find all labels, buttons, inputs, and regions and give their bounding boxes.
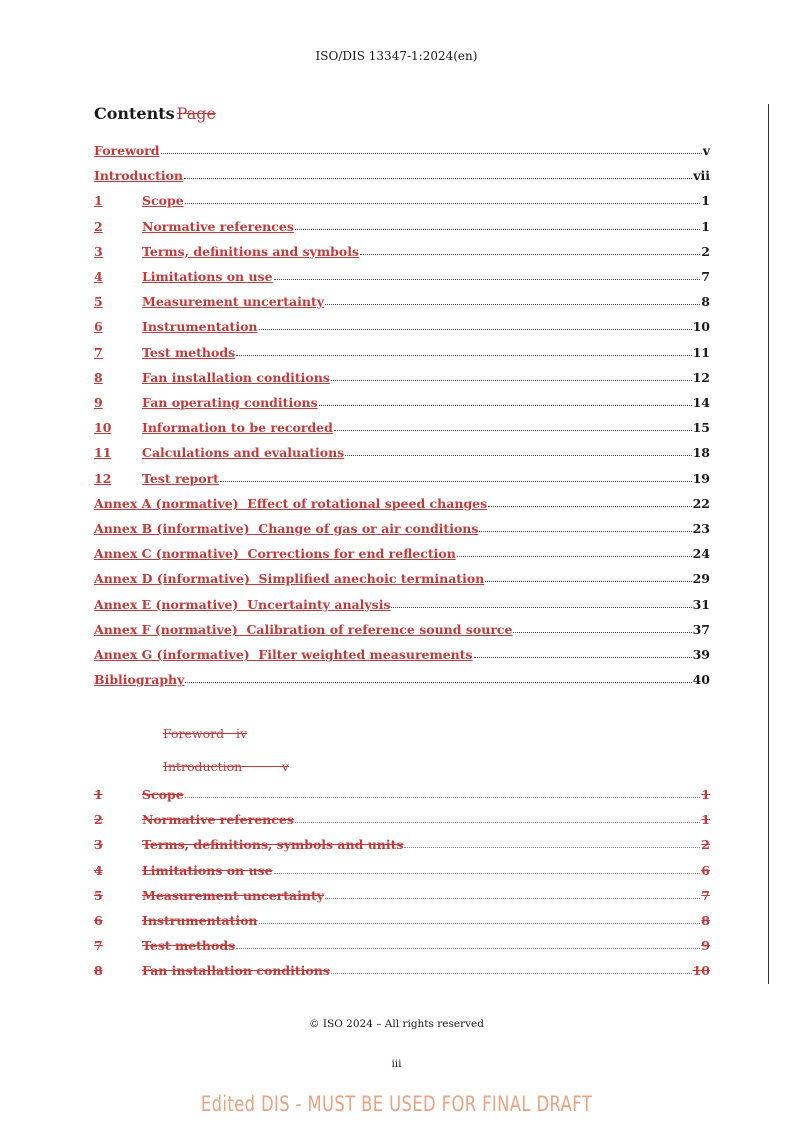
toc-leader-dots xyxy=(274,873,701,874)
toc-entry-number: 12 xyxy=(94,470,112,486)
toc-entry-label: Normative references xyxy=(142,218,294,234)
toc-entry-number: 5 xyxy=(94,294,103,310)
toc-entry-number: 6 xyxy=(94,319,103,335)
toc-entry-label: Test methods xyxy=(142,938,236,954)
toc-leader-dots xyxy=(295,229,700,230)
toc-entry-page: 40 xyxy=(692,672,710,688)
toc-entry-label: Annex D (informative) Simplified anechoic termination xyxy=(94,571,485,587)
toc-leader-dots xyxy=(391,607,691,608)
toc-entry-label: Limitations on use xyxy=(142,862,273,878)
toc-entry[interactable] xyxy=(94,543,710,561)
toc-entry-label: Fan installation conditions xyxy=(142,963,330,979)
toc-entry-label: Bibliography xyxy=(94,672,185,688)
toc-entry-page: 23 xyxy=(692,521,710,536)
toc-leader-dots xyxy=(295,822,700,823)
toc-entry-label: Annex B (informative) Change of gas or air conditions xyxy=(94,521,479,536)
toc-entry-number: 9 xyxy=(94,395,103,410)
toc-entry-label: Information to be recorded xyxy=(142,420,333,436)
toc-entry xyxy=(94,860,710,878)
page-number: iii xyxy=(391,1058,402,1070)
toc-entry-label: Introduction xyxy=(94,168,184,184)
toc-leader-dots xyxy=(274,279,701,280)
toc-entry[interactable] xyxy=(94,342,710,360)
toc-entry[interactable] xyxy=(94,367,710,385)
toc-leader-dots xyxy=(185,203,701,204)
toc-entry[interactable] xyxy=(94,140,710,158)
toc-entry-number: 7 xyxy=(94,344,103,360)
page-heading-deleted: Page xyxy=(176,104,216,123)
toc-entry-page: 39 xyxy=(692,647,710,662)
old-toc-front-entry xyxy=(163,759,289,774)
toc-entry-number: 8 xyxy=(94,963,103,979)
toc-entry-label: Normative references xyxy=(142,812,294,828)
toc-entry-page: 19 xyxy=(692,470,710,486)
toc-entry[interactable] xyxy=(94,392,710,410)
toc-entry-label: Annex A (normative) Effect of rotational speed changes xyxy=(94,495,488,511)
toc-entry xyxy=(94,935,710,953)
toc-entry-number: 4 xyxy=(94,269,103,284)
toc-entry-page: 31 xyxy=(692,596,710,612)
toc-leader-dots xyxy=(331,973,692,974)
toc-entry[interactable] xyxy=(94,619,710,637)
toc-entry-page: 15 xyxy=(692,420,710,436)
toc-entry-page: 8 xyxy=(701,913,710,928)
toc-entry[interactable] xyxy=(94,165,710,183)
toc-entry-page: 8 xyxy=(701,294,710,310)
toc-leader-dots xyxy=(488,506,691,507)
toc-entry[interactable] xyxy=(94,669,710,687)
toc-entry-page: 7 xyxy=(701,269,710,284)
toc-entry-page: 10 xyxy=(692,963,710,979)
toc-entry-number: 10 xyxy=(94,420,112,436)
toc-entry-label: Terms, definitions, symbols and units xyxy=(142,837,404,853)
toc-leader-dots xyxy=(479,531,691,532)
copyright-footer: © ISO 2024 – All rights reserved xyxy=(309,1018,484,1030)
toc-entry-label: Annex E (normative) Uncertainty analysis xyxy=(94,596,391,612)
toc-leader-dots xyxy=(457,556,692,557)
toc-leader-dots xyxy=(325,304,700,305)
toc-entry-label: Instrumentation xyxy=(142,319,258,335)
toc-leader-dots xyxy=(184,178,692,179)
toc-entry-label: Terms, definitions and symbols xyxy=(142,243,359,259)
toc-entry-label: Scope xyxy=(142,193,184,209)
old-toc-front-entry xyxy=(163,726,247,741)
toc-entry[interactable] xyxy=(94,644,710,662)
toc-entry-page: 1 xyxy=(701,218,710,234)
old-toc-front-page: iv xyxy=(236,726,248,741)
toc-leader-dots xyxy=(331,380,692,381)
toc-leader-dots xyxy=(185,682,691,683)
toc-entry-page: 29 xyxy=(692,571,710,587)
toc-leader-dots xyxy=(259,923,701,924)
toc-leader-dots xyxy=(259,329,692,330)
toc-leader-dots xyxy=(220,481,692,482)
old-toc-front-label: Introduction xyxy=(163,759,243,774)
toc-entry-label: Annex F (normative) Calibration of reference sound source xyxy=(94,621,513,637)
toc-entry xyxy=(94,910,710,928)
toc-entry-label: Annex C (normative) Corrections for end reflection xyxy=(94,546,456,562)
toc-entry-page: 22 xyxy=(692,495,710,511)
document-header: ISO/DIS 13347-1:2024(en) xyxy=(315,49,478,63)
toc-entry-label: Test report xyxy=(142,470,219,486)
toc-entry-label: Annex G (informative) Filter weighted measurements xyxy=(94,647,473,662)
toc-entry xyxy=(94,834,710,852)
toc-entry-page: 24 xyxy=(692,546,710,562)
toc-entry-page: v xyxy=(702,143,710,158)
toc-entry-label: Foreword xyxy=(94,143,160,158)
toc-entry-number: 8 xyxy=(94,369,103,385)
toc-leader-dots xyxy=(485,581,691,582)
toc-entry-page: 2 xyxy=(701,837,710,853)
toc-entry-page: 12 xyxy=(692,369,710,385)
toc-entry xyxy=(94,885,710,903)
toc-entry-page: 10 xyxy=(692,319,710,335)
toc-entry[interactable] xyxy=(94,594,710,612)
toc-leader-dots xyxy=(360,254,700,255)
toc-entry-page: 7 xyxy=(701,887,710,903)
toc-entry-page: 18 xyxy=(692,445,710,461)
toc-entry-number: 2 xyxy=(94,218,103,234)
toc-entry-page: 11 xyxy=(692,344,710,360)
toc-entry-number: 4 xyxy=(94,862,103,878)
toc-entry-page: vii xyxy=(693,168,710,184)
toc-entry-label: Test methods xyxy=(142,344,236,360)
toc-leader-dots xyxy=(345,455,691,456)
toc-entry[interactable] xyxy=(94,216,710,234)
toc-entry[interactable] xyxy=(94,316,710,334)
toc-entry[interactable] xyxy=(94,493,710,511)
toc-entry[interactable] xyxy=(94,442,710,460)
toc-entry-label: Fan installation conditions xyxy=(142,369,330,385)
toc-leader-dots xyxy=(185,797,701,798)
toc-entry-label: Measurement uncertainty xyxy=(142,887,325,903)
toc-leader-dots xyxy=(325,898,700,899)
draft-watermark: Edited DIS - MUST BE USED FOR FINAL DRAFT xyxy=(200,1092,593,1116)
toc-entry xyxy=(94,809,710,827)
toc-entry-label: Measurement uncertainty xyxy=(142,294,325,310)
toc-entry[interactable] xyxy=(94,241,710,259)
toc-entry-label: Limitations on use xyxy=(142,269,273,284)
toc-entry-number: 2 xyxy=(94,812,103,828)
toc-entry-number: 3 xyxy=(94,243,103,259)
toc-entry-label: Fan operating conditions xyxy=(142,395,318,410)
toc-entry-page: 1 xyxy=(701,193,710,209)
toc-leader-dots xyxy=(513,632,691,633)
toc-leader-dots xyxy=(161,153,702,154)
toc-entry[interactable] xyxy=(94,468,710,486)
toc-entry-number: 1 xyxy=(94,787,103,802)
toc-entry xyxy=(94,784,710,802)
toc-entry[interactable] xyxy=(94,417,710,435)
toc-entry-page: 6 xyxy=(701,862,710,878)
toc-leader-dots xyxy=(319,405,692,406)
toc-entry-number: 5 xyxy=(94,887,103,903)
toc-entry xyxy=(94,960,710,978)
toc-entry-page: 9 xyxy=(701,938,710,954)
toc-leader-dots xyxy=(334,430,692,431)
toc-entry-label: Scope xyxy=(142,787,184,802)
change-bar xyxy=(768,104,769,984)
toc-entry-page: 1 xyxy=(701,812,710,828)
toc-entry-page: 14 xyxy=(692,395,710,410)
contents-title xyxy=(94,104,216,123)
toc-entry-number: 7 xyxy=(94,938,103,954)
toc-entry-number: 11 xyxy=(94,445,112,461)
old-toc-front-page: v xyxy=(281,759,289,774)
toc-entry-page: 1 xyxy=(701,787,710,802)
toc-entry-number: 1 xyxy=(94,193,103,209)
toc-entry-label: Instrumentation xyxy=(142,913,258,928)
toc-leader-dots xyxy=(474,657,692,658)
toc-entry-number: 3 xyxy=(94,837,103,853)
toc-entry-label: Calculations and evaluations xyxy=(142,445,345,461)
toc-entry[interactable] xyxy=(94,291,710,309)
toc-entry-page: 2 xyxy=(701,243,710,259)
contents-heading: Contents xyxy=(94,104,175,123)
tab-gap xyxy=(242,759,282,774)
toc-leader-dots xyxy=(236,948,700,949)
old-toc-front-label: Foreword xyxy=(163,726,225,741)
toc-leader-dots xyxy=(404,847,700,848)
toc-entry[interactable] xyxy=(94,190,710,208)
toc-entry[interactable] xyxy=(94,568,710,586)
toc-entry[interactable] xyxy=(94,518,710,536)
toc-entry-page: 37 xyxy=(692,621,710,637)
toc-entry[interactable] xyxy=(94,266,710,284)
toc-entry-number: 6 xyxy=(94,913,103,928)
tab-gap xyxy=(224,726,236,741)
toc-leader-dots xyxy=(236,355,691,356)
